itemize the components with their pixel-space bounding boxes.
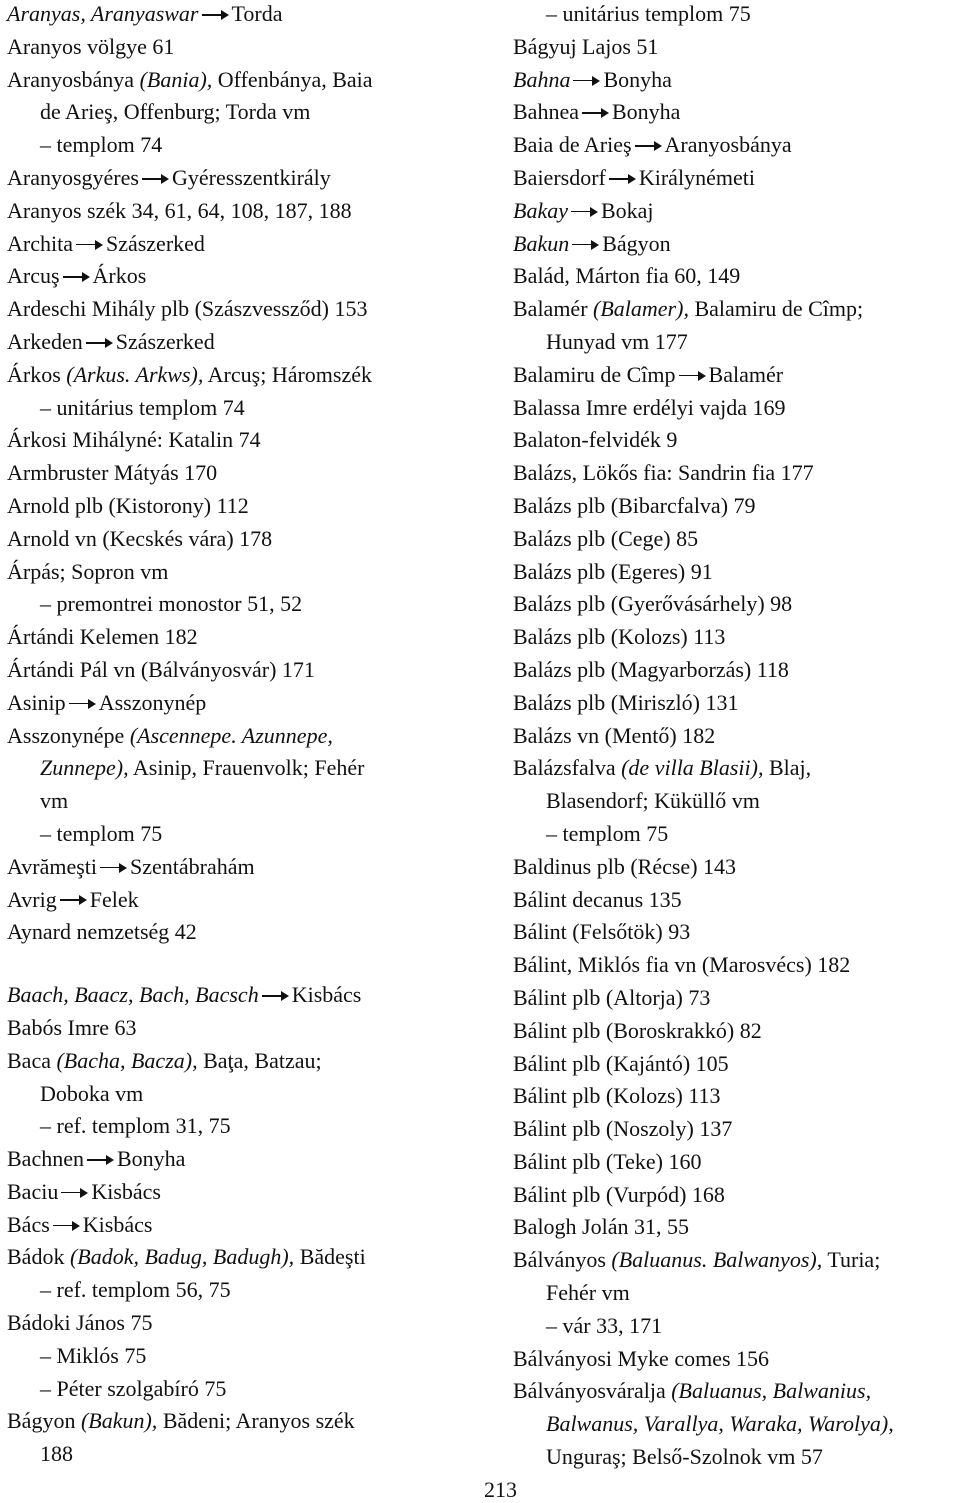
entry-text: Blaj,	[763, 755, 812, 781]
entry-text: Aynard nemzetség 42	[7, 919, 197, 945]
index-subentry	[7, 754, 499, 787]
entry-text: de Arieş, Offenburg; Torda vm	[40, 99, 311, 125]
entry-text: Arnold plb (Kistorony) 112	[7, 492, 249, 518]
index-entry	[513, 984, 958, 1017]
index-entry	[513, 262, 958, 295]
entry-text: Asinip	[7, 689, 66, 715]
entry-text: Bádoki János 75	[7, 1310, 153, 1336]
italic-variant-text: Baach, Baacz, Bach, Bacsch	[7, 982, 259, 1008]
entry-text: Ardeschi Mihály plb (Szászvessződ) 153	[7, 296, 368, 322]
index-entry	[7, 623, 499, 656]
index-entry	[513, 295, 958, 328]
index-entry	[7, 262, 499, 295]
entry-text: Bálint plb (Altorja) 73	[513, 984, 711, 1010]
index-entry	[7, 0, 499, 33]
index-entry	[513, 361, 958, 394]
entry-text: Baţa, Batzau;	[197, 1047, 322, 1073]
entry-text: Asszonynépe	[7, 722, 130, 748]
index-entry	[513, 525, 958, 558]
entry-text: – templom 74	[40, 132, 163, 158]
index-entry	[513, 98, 958, 131]
italic-variant-text: Balwanus, Varallya, Waraka, Warolya),	[546, 1411, 894, 1437]
index-entry	[513, 558, 958, 591]
italic-variant-text: (Arkus. Arkws),	[66, 361, 204, 387]
entry-text: – templom 75	[546, 820, 669, 846]
entry-text: Bágyon	[602, 230, 671, 256]
index-subentry	[7, 1342, 499, 1375]
index-entry	[513, 33, 958, 66]
entry-text: Balázs plb (Egeres) 91	[513, 558, 713, 584]
index-entry	[513, 164, 958, 197]
index-entry	[7, 722, 499, 755]
entry-text: Bálint (Felsőtök) 93	[513, 919, 691, 945]
index-subentry	[513, 1312, 958, 1345]
entry-text: Aranyosgyéres	[7, 164, 139, 190]
entry-text: – premontrei monostor 51, 52	[40, 591, 303, 617]
entry-text: Baca	[7, 1047, 57, 1073]
entry-text: Bágyuj Lajos 51	[513, 33, 659, 59]
right-arrow-icon	[87, 1154, 114, 1166]
index-entry	[513, 1082, 958, 1115]
right-arrow-icon	[69, 698, 96, 710]
entry-text: Doboka vm	[40, 1080, 144, 1106]
italic-variant-text: Zunnepe),	[40, 755, 129, 781]
entry-text: Bálványosi Myke comes 156	[513, 1345, 770, 1371]
entry-text: Bálványos	[513, 1247, 612, 1273]
entry-text: Arcuş; Háromszék	[203, 361, 372, 387]
entry-text: Aranyosbánya	[7, 66, 140, 92]
index-entry	[513, 590, 958, 623]
index-subentry	[7, 1276, 499, 1309]
index-entry	[513, 230, 958, 263]
right-arrow-icon	[63, 271, 90, 283]
entry-text: Bahnea	[513, 99, 579, 125]
index-entry	[513, 1181, 958, 1214]
index-entry	[7, 492, 499, 525]
index-entry	[513, 1017, 958, 1050]
index-entry	[7, 886, 499, 919]
right-arrow-icon	[53, 1220, 80, 1232]
entry-text: Felek	[89, 886, 139, 912]
index-entry	[7, 426, 499, 459]
entry-text: Armbruster Mátyás 170	[7, 460, 218, 486]
entry-text: Bágyon	[7, 1408, 81, 1434]
index-entry	[513, 689, 958, 722]
index-entry	[513, 1345, 958, 1378]
entry-text: Balaton-felvidék 9	[513, 427, 678, 453]
right-arrow-icon	[573, 75, 600, 87]
index-entry	[513, 623, 958, 656]
entry-text: Blasendorf; Küküllő vm	[546, 788, 760, 814]
italic-variant-text: (Baluanus. Balwanyos),	[611, 1247, 823, 1273]
entry-text: Unguraş; Belső-Szolnok vm 57	[546, 1444, 823, 1470]
entry-text: – unitárius templom 74	[40, 394, 245, 420]
entry-text: Bálint plb (Kajántó) 105	[513, 1050, 729, 1076]
index-entry	[513, 1377, 958, 1410]
entry-text: Bálványosváralja	[513, 1378, 672, 1404]
entry-text: Avrig	[7, 886, 57, 912]
right-arrow-icon	[142, 173, 169, 185]
right-arrow-icon	[635, 140, 662, 152]
index-entry	[7, 1047, 499, 1080]
entry-text: Bálint decanus 135	[513, 886, 682, 912]
index-entry	[513, 754, 958, 787]
entry-text: Bonyha	[116, 1146, 186, 1172]
index-column-left	[7, 0, 499, 1473]
index-entry	[7, 33, 499, 66]
entry-text: Árkos	[7, 361, 67, 387]
entry-text: vm	[40, 788, 69, 814]
index-subentry	[7, 1080, 499, 1113]
entry-text: Torda	[231, 1, 283, 26]
index-entry	[513, 656, 958, 689]
index-subentry	[7, 98, 499, 131]
entry-text: Arkeden	[7, 328, 83, 354]
entry-text: – Péter szolgabíró 75	[40, 1375, 227, 1401]
entry-text: Szászerked	[105, 230, 205, 256]
entry-text: Bács	[7, 1211, 50, 1237]
entry-text: Avrămeşti	[7, 853, 98, 879]
italic-variant-text: (Bakun),	[80, 1408, 158, 1434]
italic-variant-text: Bakun	[513, 230, 570, 256]
entry-text: Bálint plb (Boroskrakkó) 82	[513, 1017, 762, 1043]
index-entry	[7, 558, 499, 591]
index-entry	[7, 1407, 499, 1440]
index-subentry	[7, 131, 499, 164]
index-column-right	[513, 0, 958, 1476]
entry-text: Királynémeti	[638, 164, 755, 190]
index-entry	[513, 918, 958, 951]
index-subentry	[7, 787, 499, 820]
index-subentry	[7, 820, 499, 853]
index-entry	[513, 131, 958, 164]
right-arrow-icon	[582, 107, 609, 119]
entry-text: Hunyad vm 177	[546, 328, 688, 354]
index-entry	[513, 951, 958, 984]
right-arrow-icon	[609, 173, 636, 185]
entry-text: Bádok	[7, 1244, 70, 1270]
entry-text: Ártándi Kelemen 182	[7, 624, 198, 650]
right-arrow-icon	[572, 239, 599, 251]
italic-variant-text: (de villa Blasii),	[621, 755, 764, 781]
index-entry	[7, 1243, 499, 1276]
entry-text: Kisbács	[291, 982, 362, 1008]
index-entry	[7, 1014, 499, 1047]
index-subentry	[513, 1410, 958, 1443]
entry-text: Balamiru de Cîmp;	[688, 296, 864, 322]
index-entry	[513, 1246, 958, 1279]
entry-text: Balád, Márton fia 60, 149	[513, 263, 741, 289]
entry-text: Szászerked	[115, 328, 215, 354]
entry-text: Árpás; Sopron vm	[7, 558, 169, 584]
entry-text: Turia;	[822, 1247, 881, 1273]
index-subentry	[513, 787, 958, 820]
index-entry	[513, 426, 958, 459]
section-gap	[7, 951, 499, 981]
entry-text: – vár 33, 171	[546, 1312, 663, 1338]
entry-text: Baciu	[7, 1178, 59, 1204]
italic-variant-text: Bahna	[513, 66, 571, 92]
right-arrow-icon	[202, 9, 229, 21]
index-entry	[7, 197, 499, 230]
entry-text: Árkosi Mihályné: Katalin 74	[7, 427, 261, 453]
index-subentry	[513, 1443, 958, 1476]
right-arrow-icon	[679, 370, 706, 382]
right-arrow-icon	[76, 239, 103, 251]
right-arrow-icon	[60, 894, 87, 906]
index-entry	[7, 656, 499, 689]
index-entry	[513, 66, 958, 99]
entry-text: Asinip, Frauenvolk; Fehér	[128, 755, 365, 781]
index-entry	[513, 722, 958, 755]
entry-text: Árkos	[92, 263, 147, 289]
entry-text: – ref. templom 56, 75	[40, 1277, 231, 1303]
entry-text: – templom 75	[40, 820, 163, 846]
italic-variant-text: (Badok, Badug, Badugh),	[69, 1244, 295, 1270]
entry-text: Balassa Imre erdélyi vajda 169	[513, 394, 786, 420]
entry-text: Aranyos szék 34, 61, 64, 108, 187, 188	[7, 197, 352, 223]
index-entry	[513, 197, 958, 230]
entry-text: Archita	[7, 230, 73, 256]
index-entry	[7, 1309, 499, 1342]
entry-text: Bálint plb (Noszoly) 137	[513, 1116, 733, 1142]
entry-text: Kisbács	[82, 1211, 153, 1237]
entry-text: Bachnen	[7, 1146, 84, 1172]
right-arrow-icon	[262, 990, 289, 1002]
italic-variant-text: (Bacha, Bacza),	[56, 1047, 198, 1073]
entry-text: – ref. templom 31, 75	[40, 1113, 231, 1139]
right-arrow-icon	[86, 337, 113, 349]
entry-text: Bădeni; Aranyos szék	[157, 1408, 355, 1434]
entry-text: Balázs plb (Miriszló) 131	[513, 689, 739, 715]
italic-variant-text: Aranyas, Aranyaswar	[7, 1, 199, 26]
index-entry	[7, 328, 499, 361]
index-entry	[7, 1211, 499, 1244]
entry-text: – unitárius templom 75	[546, 1, 751, 26]
entry-text: Ártándi Pál vn (Bálványosvár) 171	[7, 656, 315, 682]
index-entry	[7, 230, 499, 263]
entry-text: Balázs plb (Bibarcfalva) 79	[513, 492, 756, 518]
italic-variant-text: (Balamer),	[593, 296, 689, 322]
index-entry	[513, 1115, 958, 1148]
entry-text: Balamiru de Cîmp	[513, 361, 676, 387]
index-entry	[513, 853, 958, 886]
italic-variant-text: (Ascennepe. Azunnepe,	[129, 722, 333, 748]
right-arrow-icon	[100, 862, 127, 874]
entry-text: Babós Imre 63	[7, 1014, 137, 1040]
entry-text: Bonyha	[603, 66, 672, 92]
entry-text: Baia de Arieş	[513, 132, 632, 158]
index-subentry	[513, 0, 958, 33]
entry-text: Bokaj	[600, 197, 654, 223]
entry-text: Balázs plb (Gyerővásárhely) 98	[513, 591, 793, 617]
entry-text: Fehér vm	[546, 1280, 630, 1306]
index-subentry	[7, 1440, 499, 1473]
entry-text: Baldinus plb (Récse) 143	[513, 853, 737, 879]
entry-text: Bálint plb (Teke) 160	[513, 1148, 702, 1174]
entry-text: Balázs plb (Kolozs) 113	[513, 624, 726, 650]
index-entry	[7, 981, 499, 1014]
index-entry	[7, 853, 499, 886]
index-entry	[7, 689, 499, 722]
entry-text: Bădeşti	[294, 1244, 366, 1270]
index-entry	[513, 1050, 958, 1083]
entry-text: Offenbánya, Baia	[212, 66, 373, 92]
index-subentry	[7, 1112, 499, 1145]
entry-text: Aranyos völgye 61	[7, 33, 175, 59]
entry-text: Balázsfalva	[513, 755, 622, 781]
index-entry	[513, 394, 958, 427]
index-entry	[7, 361, 499, 394]
italic-variant-text: (Bania),	[139, 66, 213, 92]
entry-text: Kisbács	[91, 1178, 161, 1204]
entry-text: Bonyha	[611, 99, 681, 125]
index-entry	[7, 66, 499, 99]
index-entry	[7, 525, 499, 558]
index-subentry	[7, 394, 499, 427]
index-subentry	[513, 328, 958, 361]
italic-variant-text: (Baluanus, Balwanius,	[671, 1378, 872, 1404]
index-subentry	[7, 1375, 499, 1408]
entry-text: Balogh Jolán 31, 55	[513, 1214, 689, 1240]
entry-text: Szentábrahám	[130, 853, 255, 879]
entry-text: – Miklós 75	[40, 1342, 147, 1368]
index-entry	[7, 1178, 499, 1211]
entry-text: Balázs plb (Cege) 85	[513, 525, 699, 551]
index-entry	[7, 459, 499, 492]
page-number: 213	[484, 1477, 517, 1502]
entry-text: Bálint plb (Vurpód) 168	[513, 1181, 725, 1207]
entry-text: Balázs vn (Mentő) 182	[513, 722, 716, 748]
italic-variant-text: Bakay	[513, 197, 568, 223]
index-entry	[513, 1148, 958, 1181]
entry-text: Arnold vn (Kecskés vára) 178	[7, 525, 273, 551]
index-entry	[513, 1213, 958, 1246]
index-entry	[7, 295, 499, 328]
entry-text: Balázs plb (Magyarborzás) 118	[513, 656, 789, 682]
entry-text: 188	[40, 1441, 73, 1467]
index-entry	[7, 1145, 499, 1178]
index-entry	[513, 459, 958, 492]
right-arrow-icon	[61, 1187, 88, 1199]
entry-text: Gyéresszentkirály	[171, 164, 331, 190]
right-arrow-icon	[571, 206, 598, 218]
entry-text: Bálint plb (Kolozs) 113	[513, 1083, 721, 1109]
entry-text: Aranyosbánya	[664, 132, 792, 158]
entry-text: Balázs, Lökős fia: Sandrin fia 177	[513, 460, 814, 486]
entry-text: Arcuş	[7, 263, 60, 289]
index-subentry	[513, 1279, 958, 1312]
index-entry	[513, 886, 958, 919]
entry-text: Balamér	[513, 296, 594, 322]
index-subentry	[513, 820, 958, 853]
index-entry	[7, 164, 499, 197]
entry-text: Asszonynép	[98, 689, 207, 715]
entry-text: Balamér	[708, 361, 784, 387]
index-entry	[513, 492, 958, 525]
index-entry	[7, 918, 499, 951]
entry-text: Bálint, Miklós fia vn (Marosvécs) 182	[513, 952, 851, 978]
index-subentry	[7, 590, 499, 623]
entry-text: Baiersdorf	[513, 164, 606, 190]
